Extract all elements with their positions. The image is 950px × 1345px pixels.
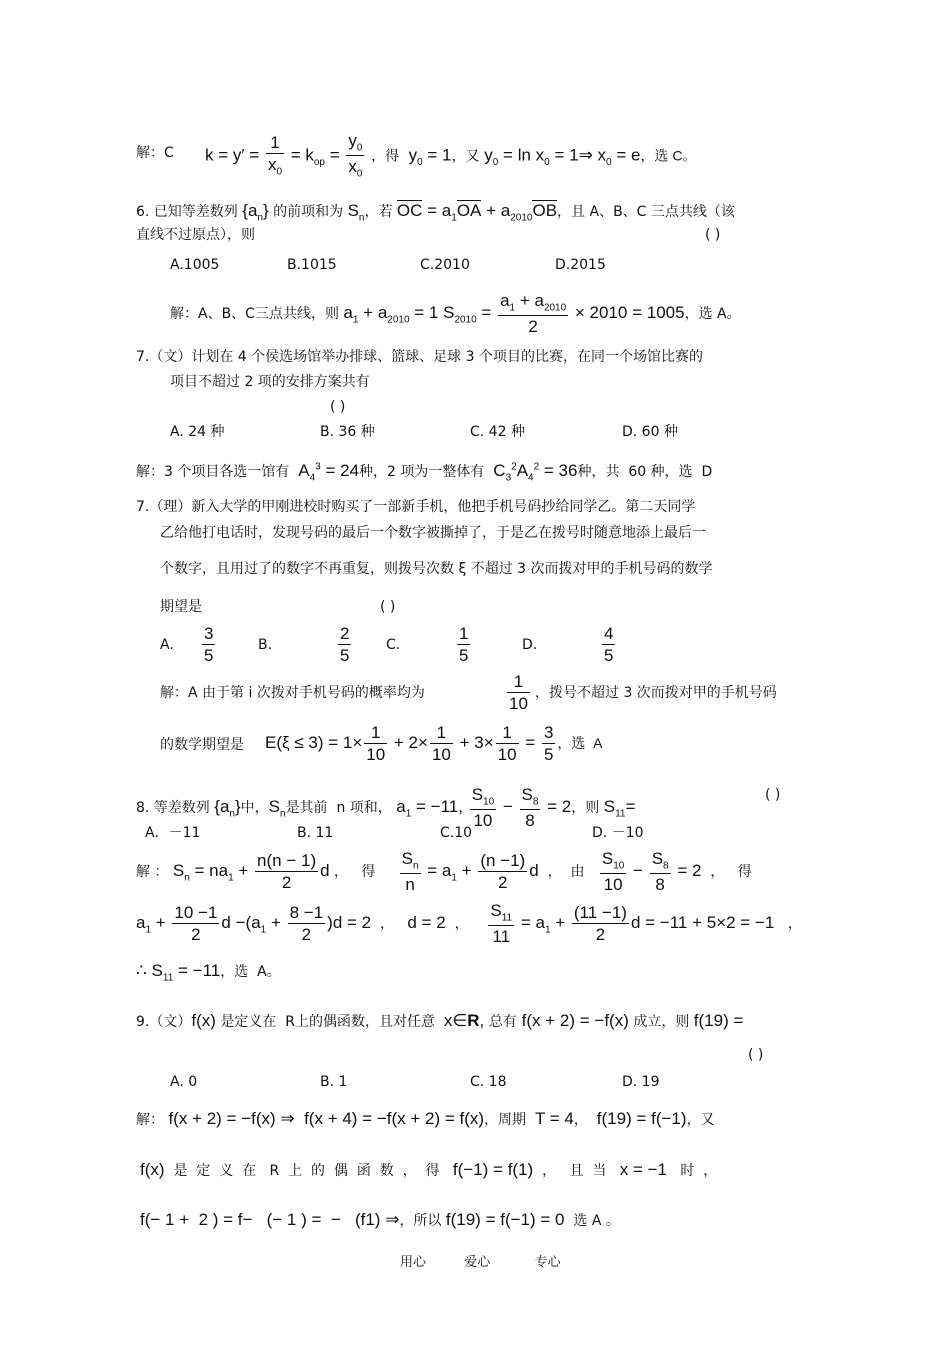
q7l-probability-fraction: $\frac{1}{10}$: [509, 672, 528, 713]
q7l-option-a: A.: [160, 637, 174, 653]
q8-solution-line3: ∴ $S_{11} = -11$，选 A。: [136, 961, 281, 984]
q8-option-b: B. 11: [297, 825, 334, 841]
q8-option-d: D. －10: [592, 825, 644, 841]
q7l-solution-line1: 解：A 由于第 i 次拨对手机号码的概率均为: [160, 685, 425, 701]
q7l-expectation-math: E(ξ ≤ 3) = 1× $\frac{1}{10}$ + 2× $\frac{1}{10}$ + 3× $\frac{1}{10}$ = $\frac{3}{5}$ ，选 A: [265, 723, 603, 764]
q9-line1: 9.（文）f(x) 是定义在 R上的偶函数，且对任意 x∈R, 总有 f(x + 2) = −f(x) 成立，则 f(19) =: [136, 1011, 744, 1030]
fraction: $\frac{y_0}{x_0}$: [348, 131, 363, 180]
q7l-line1: 7.（理）新入大学的甲刚进校时购买了一部新手机，他把手机号码抄给同学乙。第二天同学: [136, 499, 696, 515]
q7l-option-c: C.: [386, 637, 401, 653]
q7w-option-a: A. 24 种: [170, 424, 225, 440]
q8-option-a: A．－11: [145, 825, 201, 841]
q7l-option-d: D.: [522, 637, 538, 653]
footer-text-3: 专心: [534, 1255, 561, 1270]
q8-solution-line1: 解 ： $S_n = na_1$ + $\frac{n(n - 1)}{2}$ d ， 得 $\frac{S_n}{n}$ = $a_1$ + $\frac{(n -1)}{2}$ d ， 由 $\frac{S_{10}}{10}$ − $\frac{S_8}{8}$ = 2 ， 得: [136, 849, 752, 895]
q8-line1: 8. 等差数列 $\{a_n\}$中，$S_n$是其前 n 项和， $a_1 = -11$, $\frac{S_{10}}{10}$ − $\frac{S_8}{8}$ = 2，则 $S_{11}=$: [136, 785, 636, 831]
q7w-option-b: B. 36 种: [320, 424, 375, 440]
q9-solution-line1: 解： f(x + 2) = −f(x) ⇒ f(x + 4) = −f(x + 2) = f(x)，周期 T = 4， f(19) = f(−1)，又: [136, 1109, 715, 1128]
page-footer: [400, 1251, 561, 1270]
q9-option-a: A. 0: [170, 1074, 198, 1090]
q7w-answer-paren: ( ): [330, 399, 346, 415]
q7l-line2: 乙给他打电话时，发现号码的最后一个数字被撕掉了，于是乙在拨号时随意地添上最后一: [160, 525, 706, 541]
q9-option-c: C. 18: [470, 1074, 507, 1090]
q9-answer-paren: ( ): [748, 1047, 764, 1063]
q5-solution: [136, 146, 174, 160]
q7l-option-c-fraction: $\frac{1}{5}$: [459, 624, 469, 665]
q8-answer-paren: ( ): [765, 787, 781, 803]
q6-option-b: B.1015: [287, 257, 337, 273]
q6-line1: 6. 已知等差数列 $\{a_n\}$ 的前项和为 $S_n$，若 OC = $a_1OA + a_{2010}OB$，且 A、B、C 三点共线（该: [136, 201, 735, 224]
q7l-option-b-fraction: $\frac{2}{5}$: [340, 624, 350, 665]
q6-line2: 直线不过原点），则: [136, 227, 255, 243]
q9-option-b: B. 1: [320, 1074, 348, 1090]
q7w-option-d: D. 60 种: [622, 424, 678, 440]
q7l-line4: 期望是: [160, 599, 202, 615]
q7l-answer-paren: ( ): [380, 599, 396, 615]
q6-answer-paren: ( ): [705, 227, 721, 243]
q9-solution-line2: f(x) 是 定 义 在 R 上 的 偶 函 数 ， 得 f(−1) = f(1) ， 且 当 x = −1 时 ，: [140, 1160, 718, 1179]
q7w-line2: 项目不超过 2 项的安排方案共有: [170, 374, 370, 390]
q6-option-d: D.2015: [555, 257, 606, 273]
q6-solution: 解：A、B、C三点共线，则 $a_1 + a_{2010} = 1$ $S_{2010}$ = $\frac{a_1 + a_{2010}}{2}$ × 2010 = 1005，选 A。: [170, 291, 741, 337]
footer-text-1: 用心: [400, 1255, 427, 1270]
fraction: $\frac{1}{x_0}$: [267, 133, 282, 178]
q6-option-c: C.2010: [420, 257, 470, 273]
q9-solution-line3: f(− 1 + 2 ) = f− (− 1 ) = − (f1) ⇒，所以 f(19) = f(−1) = 0 选 A 。: [140, 1210, 620, 1229]
footer-text-2: 爱心: [464, 1255, 491, 1270]
q7l-option-a-fraction: $\frac{3}{5}$: [204, 624, 214, 665]
q7l-option-b: B.: [258, 637, 273, 653]
q6-option-a: A.1005: [170, 257, 220, 273]
q7l-line3: 个数字，且用过了的数字不再重复，则拨号次数 ξ 不超过 3 次而拨对甲的手机号码的数学: [160, 561, 713, 577]
q8-solution-line2: $a_1$ + $\frac{10 -1}{2}$ $d -(a_1$ + $\frac{8 -1}{2}$ )d = 2 ， d = 2 ， $\frac{S_{11}}{11}$ = $a_1$ + $\frac{(11 -1)}{2}$ d = −11 + 5×2 = −1 ，: [136, 901, 802, 947]
q8-option-c: C.10: [440, 825, 473, 841]
fraction: $\frac{a_1 + a_{2010}}{2}$: [500, 291, 567, 337]
q5-solution-math: k = y′ = $\frac{1}{x_0}$ = $k_{op}$ = $\frac{y_0}{x_0}$ ，得 $y_0 = 1$，又 $y_0 = \ln x_0$ = 1⇒ $x_0 = e$，选 C。: [205, 131, 697, 180]
q7l-option-d-fraction: $\frac{4}{5}$: [604, 624, 614, 665]
q7w-solution: 解：3 个项目各选一馆有 $A_4^3 = 24$种，2 项为一整体有 $C_3^2A_4^2 = 36$种，共 60 种，选 D: [136, 461, 713, 484]
q7w-option-c: C. 42 种: [470, 424, 525, 440]
q7l-solution-line1b: ，拨号不超过 3 次而拨对甲的手机号码: [535, 685, 777, 701]
q9-option-d: D. 19: [622, 1074, 660, 1090]
q5-solution-prefix: 解：C: [136, 145, 174, 161]
q7l-solution-line2: 的数学期望是: [160, 737, 244, 753]
q7w-line1: 7.（文）计划在 4 个侯选场馆举办排球、篮球、足球 3 个项目的比赛，在同一个场馆比赛的: [136, 349, 703, 365]
